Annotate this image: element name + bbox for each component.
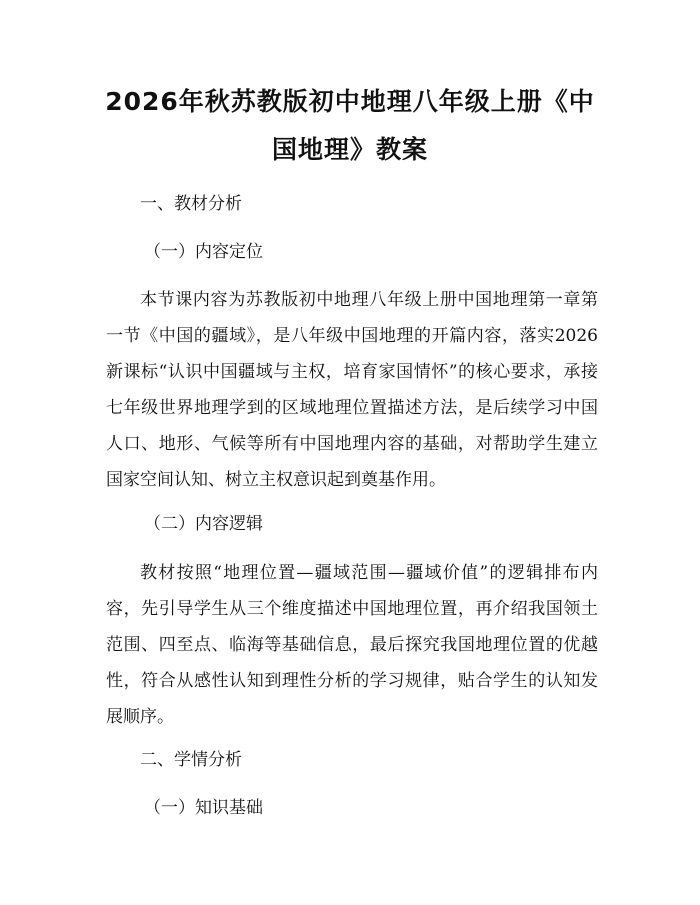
subsection-heading-knowledge-foundation: （一）知识基础 — [144, 798, 263, 818]
subsection-heading-content-positioning: （一）内容定位 — [144, 242, 263, 262]
document-title: 2026年秋苏教版初中地理八年级上册《中国地理》教案 — [105, 87, 595, 164]
paragraph-content-logic: 教材按照“地理位置—疆域范围—疆域价值”的逻辑排布内容，先引导学生从三个维度描述中国地理位置，再介绍我国领土范围、四至点、临海等基础信息，最后探究我国地理位置的优越性，符合从感性认知到理性分析的学习规律，贴合学生的认知发展顺序。 — [106, 563, 598, 727]
section-heading-learner-analysis: 二、学情分析 — [140, 750, 242, 770]
subsection-heading-content-logic: （二）内容逻辑 — [144, 514, 263, 534]
section-heading-textbook-analysis: 一、教材分析 — [140, 194, 242, 214]
paragraph-content-positioning: 本节课内容为苏教版初中地理八年级上册中国地理第一章第一节《中国的疆域》，是八年级中国地理的开篇内容，落实2026新课标“认识中国疆域与主权，培育家国情怀”的核心要求，承接七年级世界地理学到的区域地理位置描述方法，是后续学习中国人口、地形、气候等所有中国地理内容的基础，对帮助学生建立国家空间认知、树立主权意识起到奠基作用。 — [106, 290, 598, 490]
